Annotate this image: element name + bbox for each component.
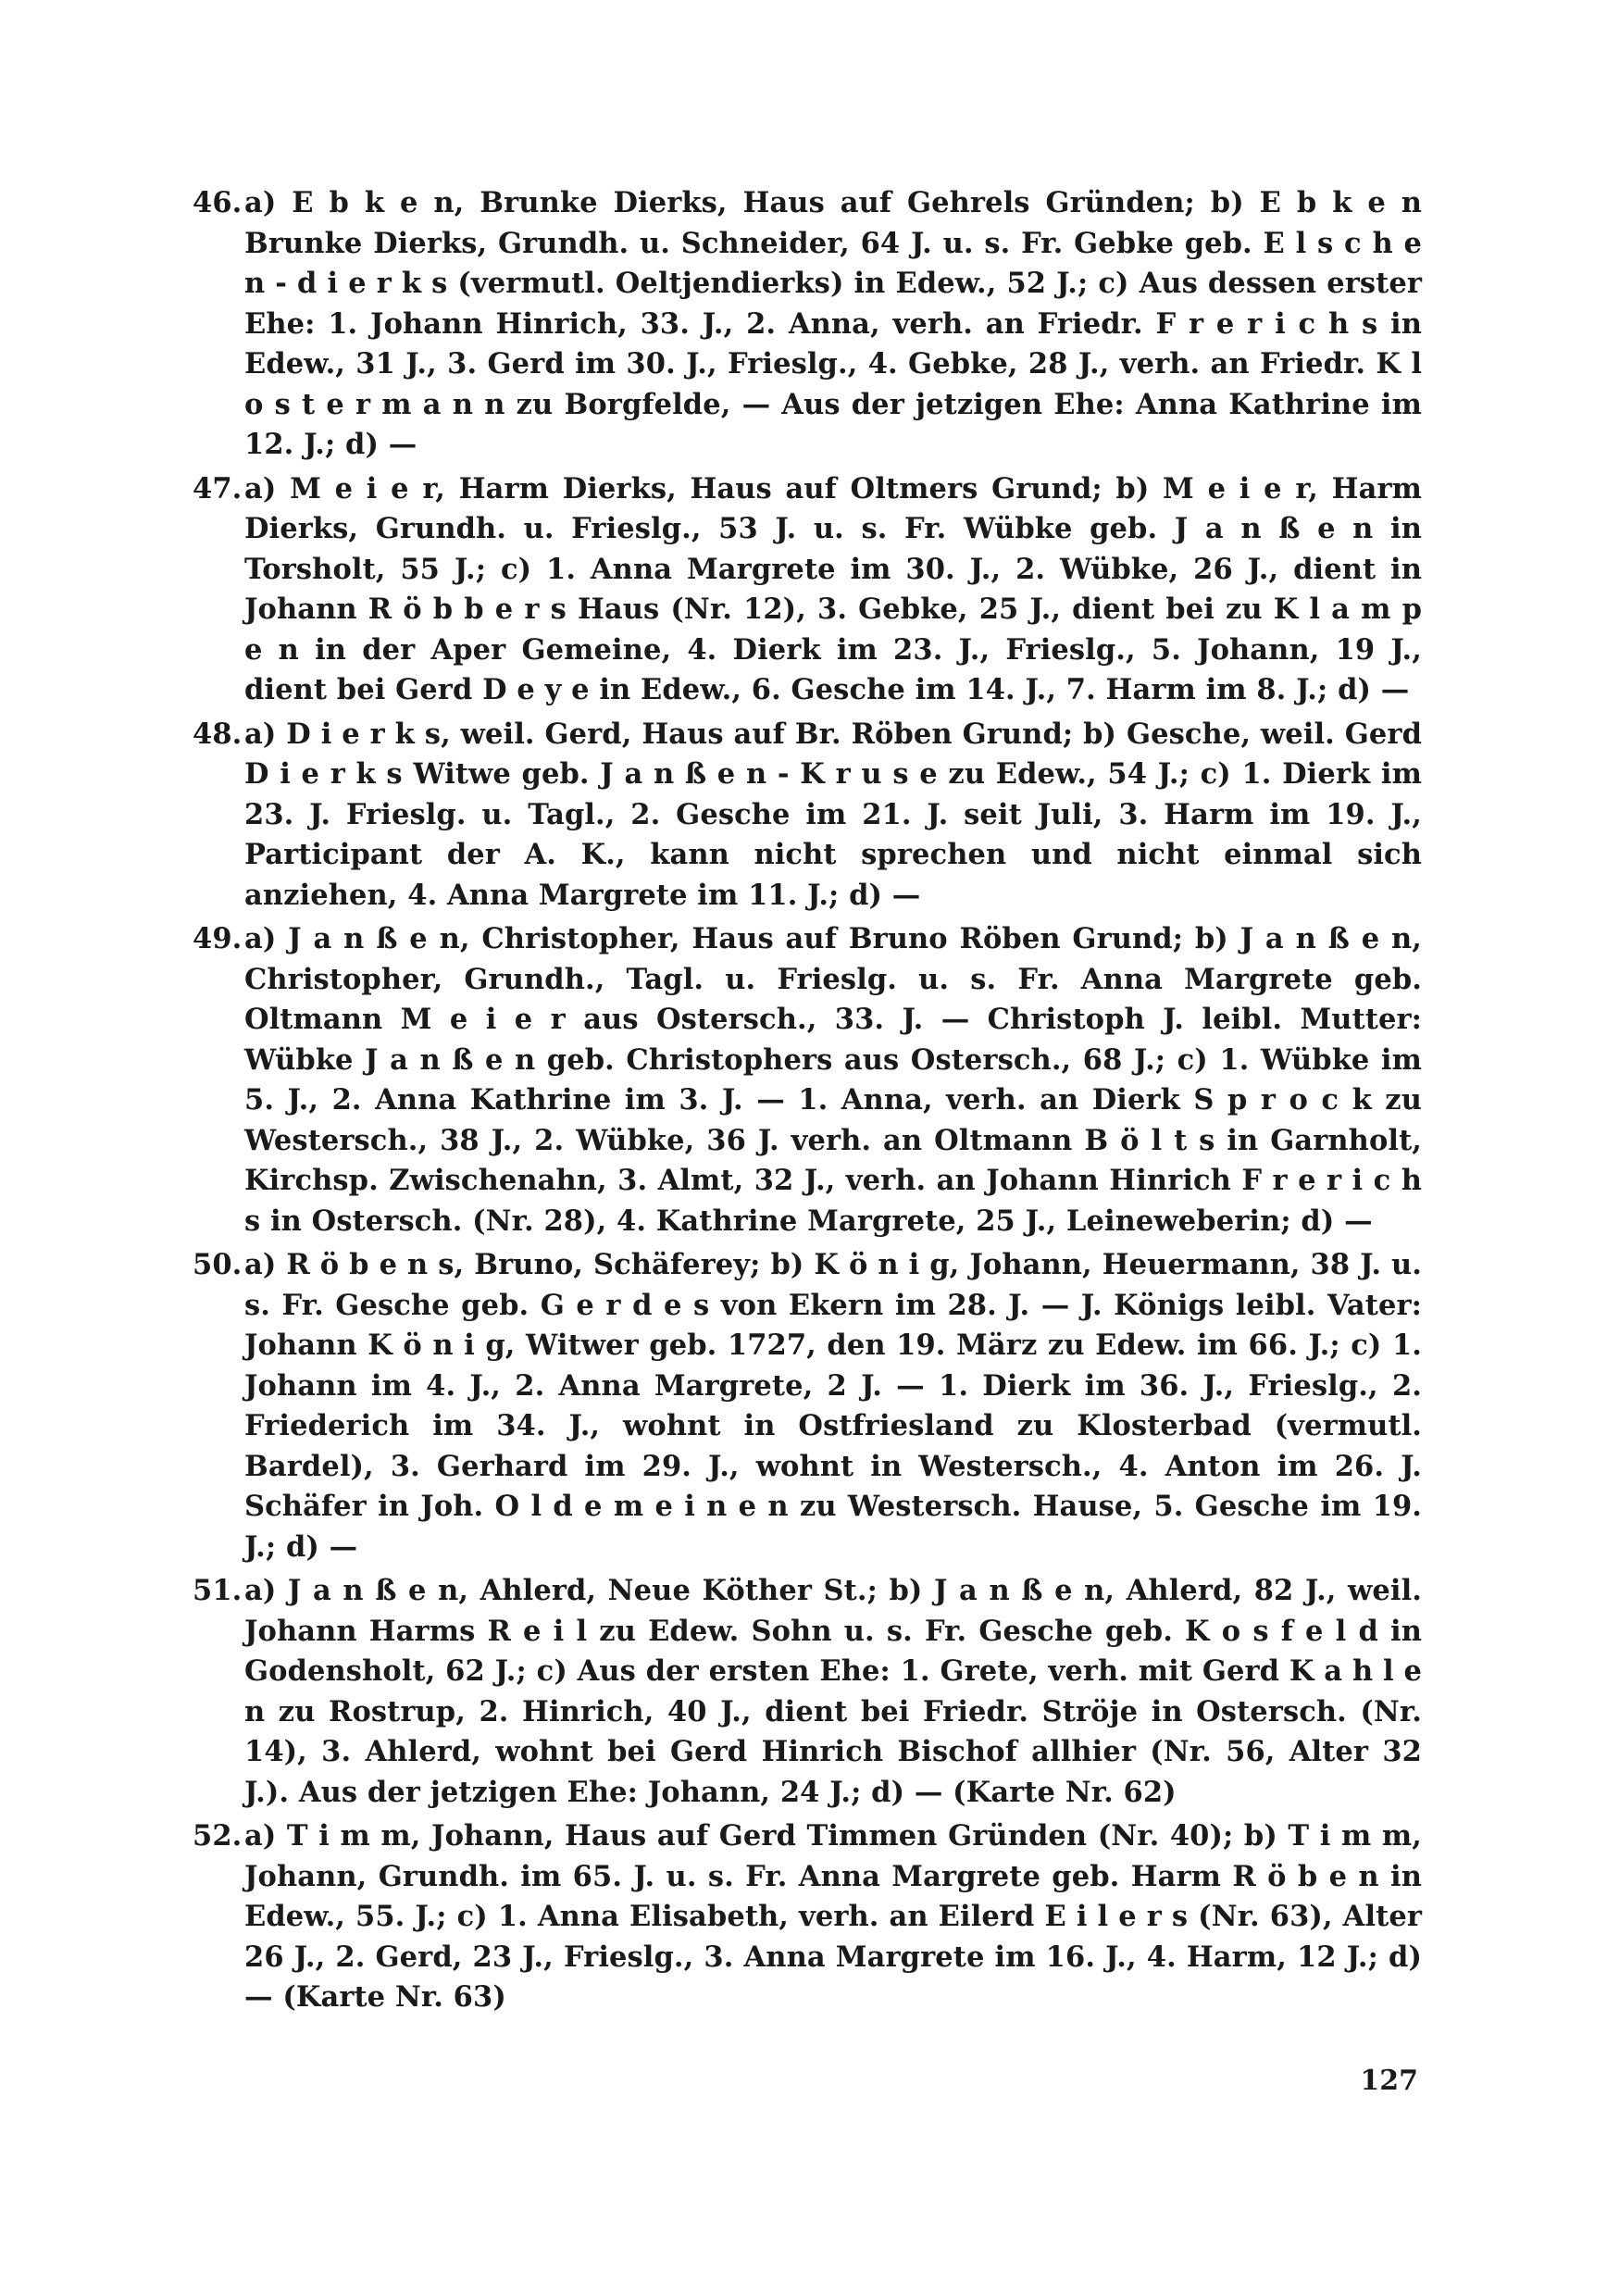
entry-49: [193, 919, 1422, 1242]
entry-text: a) R ö b e n s, Bruno, Schäferey; b) K ö n i g, Johann, Heuermann, 38 J. u. s. Fr. Gesche geb. G e r d e s von Ekern im 28. J. — J. Königs leibl. Vater: Johann K ö n i g, Witwer geb. 1727, den 19. März zu Edew. im 66. J.; c) 1. Johann im 4. J., 2. Anna Margrete, 2 J. — 1. Dierk im 36. J., Frieslg., 2. Friederich im 34. J., wohnt in Ostfriesland zu Klosterbad (vermutl. Bardel), 3. Gerhard im 29. J., wohnt in Westersch., 4. Anton im 26. J. Schäfer in Joh. O l d e m e i n e n zu Westersch. Hause, 5. Gesche im 19. J.; d) —: [244, 1248, 1422, 1564]
entry-text: a) T i m m, Johann, Haus auf Gerd Timmen Gründen (Nr. 40); b) T i m m, Johann, Grundh. im 65. J. u. s. Fr. Anna Margrete geb. Harm R ö b e n in Edew., 55. J.; c) 1. Anna Elisabeth, verh. an Eilerd E i l e r s (Nr. 63), Alter 26 J., 2. Gerd, 23 J., Frieslg., 3. Anna Margrete im 16. J., 4. Harm, 12 J.; d) — (Karte Nr. 63): [244, 1819, 1422, 2014]
entry-text: a) M e i e r, Harm Dierks, Haus auf Oltmers Grund; b) M e i e r, Harm Dierks, Grundh. u. Frieslg., 53 J. u. s. Fr. Wübke geb. J a n ß e n in Torsholt, 55 J.; c) 1. Anna Margrete im 30. J., 2. Wübke, 26 J., dient in Johann R ö b b e r s Haus (Nr. 12), 3. Gebke, 25 J., dient bei zu K l a m p e n in der Aper Gemeine, 4. Dierk im 23. J., Frieslg., 5. Johann, 19 J., dient bei Gerd D e y e in Edew., 6. Gesche im 14. J., 7. Harm im 8. J.; d) —: [244, 471, 1422, 706]
entry-50: [193, 1245, 1422, 1567]
entry-text: a) D i e r k s, weil. Gerd, Haus auf Br. Röben Grund; b) Gesche, weil. Gerd D i e r k s Witwe geb. J a n ß e n - K r u s e zu Edew., 54 J.; c) 1. Dierk im 23. J. Frieslg. u. Tagl., 2. Gesche im 21. J. seit Juli, 3. Harm im 19. J., Participant der A. K., kann nicht sprechen und nicht einmal sich anziehen, 4. Anna Margrete im 11. J.; d) —: [244, 717, 1422, 912]
entry-52: [193, 1816, 1422, 2018]
entry-number: 46.: [193, 186, 243, 219]
entry-47: [193, 469, 1422, 711]
entry-46: [193, 183, 1422, 466]
entry-number: 48.: [193, 717, 243, 751]
entry-number: 51.: [193, 1574, 243, 1607]
entry-text: a) J a n ß e n, Ahlerd, Neue Köther St.; b) J a n ß e n, Ahlerd, 82 J., weil. Johann Harms R e i l zu Edew. Sohn u. s. Fr. Gesche geb. K o s f e l d in Godensholt, 62 J.; c) Aus der ersten Ehe: 1. Grete, verh. mit Gerd K a h l e n zu Rostrup, 2. Hinrich, 40 J., dient bei Friedr. Ströje in Ostersch. (Nr. 14), 3. Ahlerd, wohnt bei Gerd Hinrich Bischof allhier (Nr. 56, Alter 32 J.). Aus der jetzigen Ehe: Johann, 24 J.; d) — (Karte Nr. 62): [244, 1574, 1422, 1809]
entry-number: 49.: [193, 922, 243, 955]
entry-text: a) J a n ß e n, Christopher, Haus auf Bruno Röben Grund; b) J a n ß e n, Christopher, Grundh., Tagl. u. Frieslg. u. s. Fr. Anna Margrete geb. Oltmann M e i e r aus Ostersch., 33. J. — Christoph J. leibl. Mutter: Wübke J a n ß e n geb. Christophers aus Ostersch., 68 J.; c) 1. Wübke im 5. J., 2. Anna Kathrine im 3. J. — 1. Anna, verh. an Dierk S p r o c k zu Westersch., 38 J., 2. Wübke, 36 J. verh. an Oltmann B ö l t s in Garnholt, Kirchsp. Zwischenahn, 3. Almt, 32 J., verh. an Johann Hinrich F r e r i c h s in Ostersch. (Nr. 28), 4. Kathrine Margrete, 25 J., Leineweberin; d) —: [244, 922, 1422, 1238]
entry-list: [193, 183, 1422, 2022]
entry-text: a) E b k e n, Brunke Dierks, Haus auf Gehrels Gründen; b) E b k e n Brunke Dierks, Grundh. u. Schneider, 64 J. u. s. Fr. Gebke geb. E l s c h e n - d i e r k s (vermutl. Oeltjendierks) in Edew., 52 J.; c) Aus dessen erster Ehe: 1. Johann Hinrich, 33. J., 2. Anna, verh. an Friedr. F r e r i c h s in Edew., 31 J., 3. Gerd im 30. J., Frieslg., 4. Gebke, 28 J., verh. an Friedr. K l o s t e r m a n n zu Borgfelde, — Aus der jetzigen Ehe: Anna Kathrine im 12. J.; d) —: [244, 186, 1422, 461]
page-number: 127: [1360, 2065, 1418, 2097]
entry-number: 50.: [193, 1248, 243, 1281]
entry-48: [193, 715, 1422, 917]
entry-number: 47.: [193, 471, 243, 505]
entry-51: [193, 1571, 1422, 1813]
entry-number: 52.: [193, 1819, 243, 1853]
